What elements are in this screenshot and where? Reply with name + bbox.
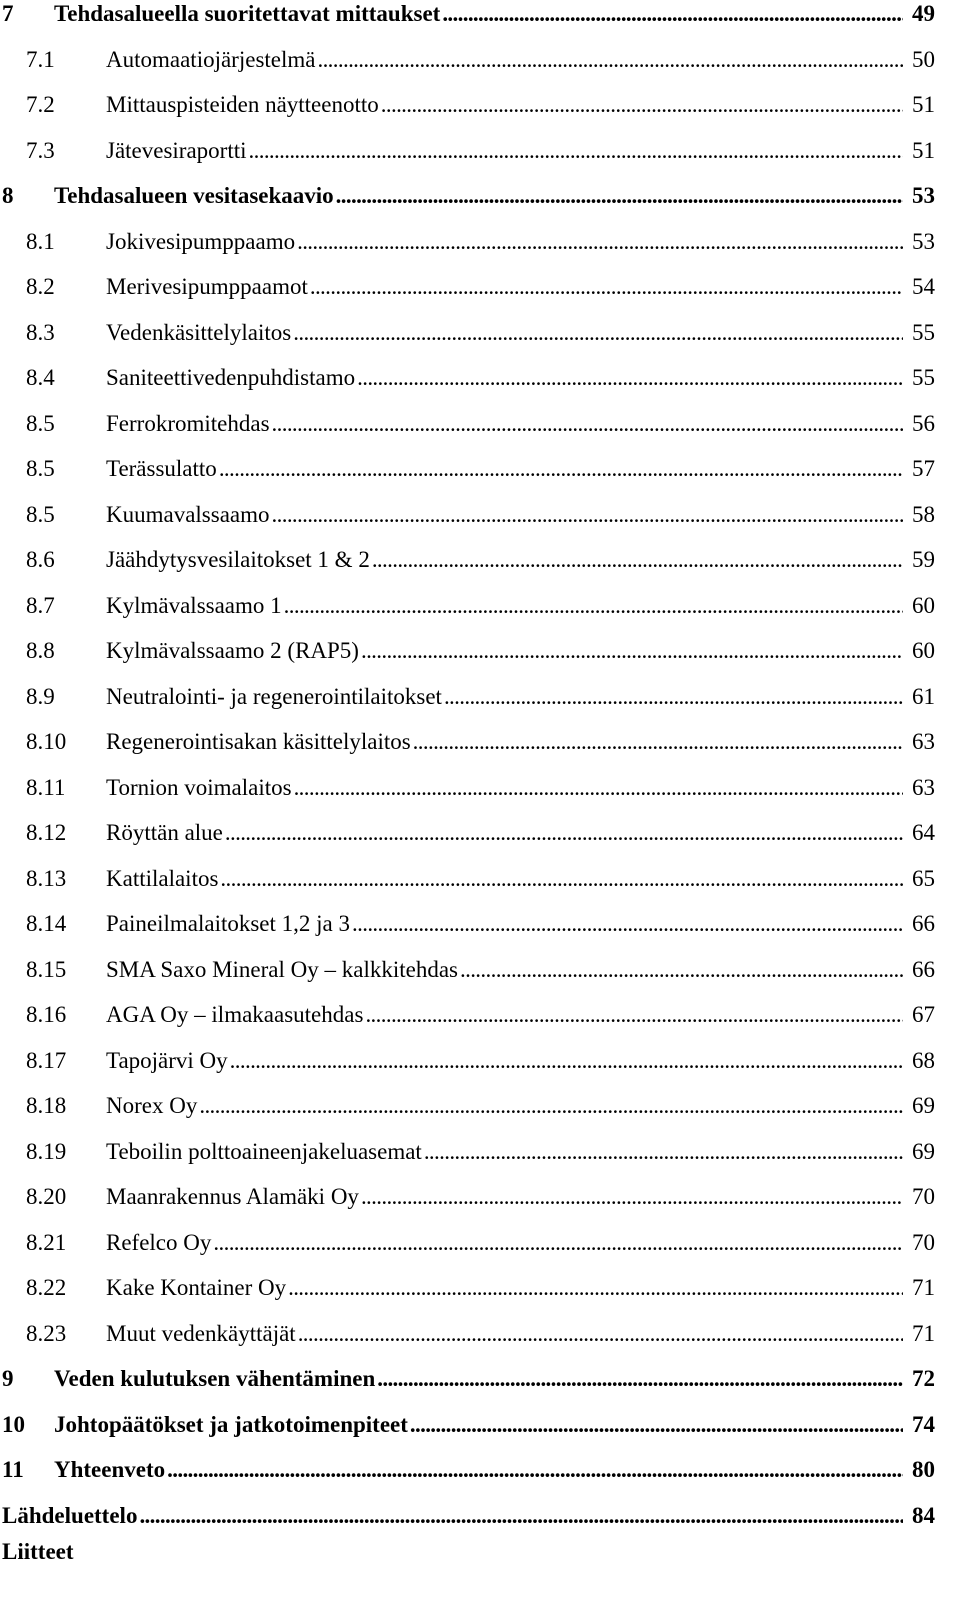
toc-entry[interactable] — [0, 819, 935, 865]
toc-entry-title: Kake Kontainer Oy — [106, 1275, 287, 1300]
toc-entry-page: 71 — [912, 1320, 935, 1346]
toc-entry-title: Röyttän alue — [106, 820, 223, 845]
toc-entry-number: 10 — [2, 1411, 25, 1437]
dot-leader — [444, 683, 903, 711]
toc-entry-page: 50 — [912, 46, 935, 72]
dot-leader — [372, 546, 903, 574]
toc-entry[interactable] — [0, 46, 935, 92]
toc-entry[interactable] — [0, 455, 935, 501]
toc-entry-title: Yhteenveto — [54, 1457, 166, 1482]
dot-leader — [288, 1274, 903, 1302]
toc-entry-title: Tornion voimalaitos — [106, 774, 292, 800]
dot-leader — [284, 592, 903, 620]
toc-entry[interactable] — [0, 1320, 935, 1366]
toc-entry-number: 8.23 — [26, 1320, 67, 1346]
toc-entry[interactable] — [0, 182, 935, 228]
toc-entry-title: AGA Oy – ilmakaasutehdas — [106, 1002, 364, 1027]
toc-entry[interactable] — [0, 865, 935, 911]
toc-entry[interactable] — [0, 273, 935, 319]
toc-entry-number: 7.3 — [26, 137, 55, 163]
toc-entry-title: Merivesipumppaamot — [106, 274, 308, 299]
dot-leader — [249, 137, 903, 165]
toc-entry[interactable] — [0, 728, 935, 774]
toc-entry-number: 11 — [2, 1457, 24, 1482]
toc-entry[interactable] — [0, 228, 935, 274]
toc-entry-number: 8.3 — [26, 319, 55, 345]
toc-entry-number: 8.6 — [26, 547, 55, 572]
dot-leader — [310, 273, 903, 301]
toc-entry-title: Saniteettivedenpuhdistamo — [106, 365, 356, 390]
dot-leader — [298, 1320, 903, 1348]
toc-entry-number: 8.2 — [26, 274, 55, 299]
dot-leader — [424, 1138, 903, 1166]
toc-entry[interactable] — [0, 1092, 935, 1138]
toc-entry-title: Regenerointisakan käsittelylaitos — [106, 729, 411, 754]
toc-entry-number: 8.1 — [26, 228, 55, 254]
toc-entry-page: 70 — [912, 1229, 935, 1255]
toc-entry-page: 66 — [912, 911, 935, 936]
toc-entry-page: 84 — [912, 1502, 935, 1528]
toc-entry-page: 67 — [912, 1002, 935, 1027]
toc-entry[interactable] — [0, 1502, 935, 1548]
appendix-heading: Liitteet — [2, 1539, 74, 1564]
toc-entry-number: 8.14 — [26, 911, 67, 936]
dot-leader — [230, 1047, 903, 1075]
toc-entry-number: 8 — [2, 183, 14, 208]
dot-leader — [460, 956, 903, 984]
toc-entry-number: 8.19 — [26, 1138, 67, 1164]
dot-leader — [317, 46, 903, 74]
toc-entry-number: 8.4 — [26, 365, 55, 390]
dot-leader — [381, 91, 903, 119]
toc-entry-title: Veden kulutuksen vähentäminen — [54, 1366, 376, 1391]
toc-entry-title: Johtopäätökset ja jatkotoimenpiteet — [54, 1411, 408, 1437]
toc-entry-number: 8.11 — [26, 774, 66, 800]
dot-leader — [361, 637, 903, 665]
toc-entry-number: 8.5 — [26, 410, 55, 436]
toc-entry-page: 51 — [912, 137, 935, 163]
dot-leader — [167, 1456, 903, 1484]
toc-entry[interactable] — [0, 1229, 935, 1275]
toc-entry-number: 8.15 — [26, 956, 67, 982]
dot-leader — [213, 1229, 903, 1257]
dot-leader — [139, 1502, 903, 1530]
toc-entry-number: 8.9 — [26, 683, 55, 709]
toc-entry[interactable] — [0, 364, 935, 410]
toc-entry-title: Teboilin polttoaineenjakeluasemat — [106, 1138, 422, 1164]
toc-entry-title: Automaatiojärjestelmä — [106, 46, 316, 72]
toc-entry-title: Ferrokromitehdas — [106, 410, 270, 436]
toc-entry-number: 7.2 — [26, 92, 55, 117]
toc-entry-page: 61 — [912, 683, 935, 709]
toc-entry-number: 8.10 — [26, 729, 67, 754]
dot-leader — [336, 182, 903, 210]
toc-entry-page: 71 — [912, 1275, 935, 1300]
toc-entry[interactable] — [0, 137, 935, 183]
toc-entry-page: 65 — [912, 865, 935, 891]
dot-leader — [377, 1365, 903, 1393]
toc-entry-title: SMA Saxo Mineral Oy – kalkkitehdas — [106, 956, 458, 982]
toc-entry-title: Maanrakennus Alamäki Oy — [106, 1184, 359, 1209]
dot-leader — [361, 1183, 903, 1211]
toc-entry-number: 7 — [2, 1, 14, 26]
toc-entry[interactable] — [0, 1183, 935, 1229]
dot-leader — [365, 1001, 903, 1029]
toc-entry-page: 63 — [912, 729, 935, 754]
toc-entry-page: 66 — [912, 956, 935, 982]
toc-entry-page: 55 — [912, 319, 935, 345]
toc-entry-page: 57 — [912, 456, 935, 481]
toc-entry-page: 63 — [912, 774, 935, 800]
toc-entry-number: 8.17 — [26, 1047, 67, 1073]
toc-entry-number: 7.1 — [26, 46, 55, 72]
toc-entry-page: 72 — [912, 1366, 935, 1391]
toc-entry-page: 70 — [912, 1184, 935, 1209]
toc-entry[interactable] — [0, 1365, 935, 1411]
toc-entry-page: 58 — [912, 501, 935, 527]
toc-entry-page: 59 — [912, 547, 935, 572]
toc-entry-page: 55 — [912, 365, 935, 390]
toc-entry-title: Neutralointi- ja regenerointilaitokset — [106, 683, 442, 709]
dot-leader — [352, 910, 903, 938]
toc-entry-page: 60 — [912, 592, 935, 618]
toc-entry[interactable] — [0, 956, 935, 1002]
dot-leader — [442, 0, 903, 28]
dot-leader — [225, 819, 903, 847]
toc-entry-title: Jokivesipumppaamo — [106, 228, 296, 254]
dot-leader — [410, 1411, 903, 1439]
toc-entry-title: Tehdasalueen vesitasekaavio — [54, 183, 334, 208]
toc-entry-number: 8.5 — [26, 501, 55, 527]
toc-entry-title: Kuumavalssaamo — [106, 501, 270, 527]
dot-leader — [293, 319, 903, 347]
toc-entry[interactable] — [0, 1001, 935, 1047]
toc-entry-number: 8.16 — [26, 1002, 67, 1027]
dot-leader — [413, 728, 903, 756]
dot-leader — [219, 455, 903, 483]
toc-entry-page: 68 — [912, 1047, 935, 1073]
toc-entry[interactable] — [0, 410, 935, 456]
dot-leader — [294, 774, 903, 802]
toc-entry[interactable] — [0, 1411, 935, 1457]
toc-entry-page: 64 — [912, 820, 935, 845]
toc-entry-title: Lähdeluettelo — [2, 1502, 138, 1528]
toc-entry-title: Tapojärvi Oy — [106, 1047, 228, 1073]
toc-entry-title: Norex Oy — [106, 1093, 198, 1118]
toc-entry-number: 8.21 — [26, 1229, 67, 1255]
toc-entry-number: 8.12 — [26, 820, 67, 845]
toc-entry[interactable] — [0, 91, 935, 137]
toc-entry-title: Paineilmalaitokset 1,2 ja 3 — [106, 911, 351, 936]
toc-entry[interactable] — [0, 1138, 935, 1184]
toc-entry-title: Mittauspisteiden näytteenotto — [106, 92, 379, 117]
toc-entry[interactable] — [0, 683, 935, 729]
toc-entry-number: 8.22 — [26, 1275, 67, 1300]
toc-entry-number: 8.18 — [26, 1093, 67, 1118]
toc-entry[interactable] — [0, 1047, 935, 1093]
toc-entry-page: 56 — [912, 410, 935, 436]
toc-entry-title: Tehdasalueella suoritettavat mittaukset — [54, 1, 441, 26]
toc-entry-title: Jäähdytysvesilaitokset 1 & 2 — [106, 547, 370, 572]
toc-entry-number: 8.5 — [26, 456, 55, 481]
dot-leader — [199, 1092, 903, 1120]
dot-leader — [357, 364, 903, 392]
toc-entry[interactable] — [0, 592, 935, 638]
toc-entry[interactable] — [0, 637, 935, 683]
dot-leader — [272, 501, 903, 529]
dot-leader — [220, 865, 903, 893]
toc-entry-page: 80 — [912, 1457, 935, 1482]
toc-entry-page: 51 — [912, 92, 935, 117]
toc-entry-title: Jätevesiraportti — [106, 137, 247, 163]
toc-entry-title: Refelco Oy — [106, 1229, 212, 1255]
toc-entry-title: Muut vedenkäyttäjät — [106, 1320, 296, 1346]
toc-entry[interactable] — [0, 1274, 935, 1320]
toc-entry-page: 54 — [912, 274, 935, 299]
toc-entry-title: Kylmävalssaamo 2 (RAP5) — [106, 638, 359, 663]
toc-entry-page: 53 — [912, 228, 935, 254]
toc-entry-number: 8.13 — [26, 865, 67, 891]
toc-entry[interactable] — [0, 774, 935, 820]
dot-leader — [297, 228, 903, 256]
toc-entry[interactable] — [0, 0, 935, 46]
toc-entry-page: 49 — [912, 1, 935, 26]
toc-entry-number: 8.20 — [26, 1184, 67, 1209]
toc-entry-page: 53 — [912, 183, 935, 208]
toc-entry[interactable] — [0, 319, 935, 365]
toc-entry-title: Kattilalaitos — [106, 865, 219, 891]
toc-entry-page: 69 — [912, 1138, 935, 1164]
toc-entry-number: 8.7 — [26, 592, 55, 618]
toc-entry[interactable] — [0, 546, 935, 592]
toc-entry[interactable] — [0, 910, 935, 956]
toc-entry-title: Terässulatto — [106, 456, 217, 481]
toc-entry-page: 74 — [912, 1411, 935, 1437]
toc-entry-page: 60 — [912, 638, 935, 663]
toc-entry[interactable] — [0, 501, 935, 547]
dot-leader — [272, 410, 903, 438]
toc-entry-title: Vedenkäsittelylaitos — [106, 319, 292, 345]
toc-entry[interactable] — [0, 1456, 935, 1502]
toc-entry-number: 9 — [2, 1366, 14, 1391]
toc-entry-number: 8.8 — [26, 638, 55, 663]
toc-entry-page: 69 — [912, 1093, 935, 1118]
toc-entry-title: Kylmävalssaamo 1 — [106, 592, 282, 618]
